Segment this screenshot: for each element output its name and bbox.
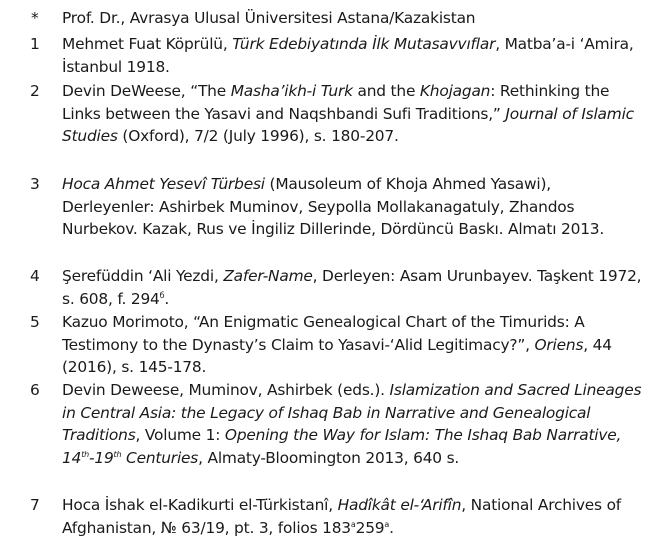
footnote-marker: * [31, 9, 39, 27]
superscript-text: б [159, 290, 165, 300]
italic-title: Islamization and Sacred Lineages in Central Asia: the Legacy of Ishaq Bab in Narrative and Genealogical Traditions [62, 381, 642, 444]
italic-title: Centuries [121, 448, 199, 467]
footnote-text [62, 494, 644, 539]
footnote-marker: 1 [30, 35, 40, 53]
italic-title: Masha’ikh-i Turk [230, 82, 353, 100]
italic-title: -19 [89, 448, 114, 467]
footnote-text [62, 265, 644, 310]
text-run: , Volume 1: [135, 426, 225, 444]
italic-title: Hadîkât el-‘Arifîn [337, 496, 462, 514]
text-run: . [389, 518, 394, 537]
text-run: Mehmet Fuat Köprülü, [62, 35, 233, 53]
italic-title: Journal of Islamic Studies [62, 104, 634, 145]
superscript-text: th [113, 449, 122, 459]
footnote-marker: 6 [30, 381, 40, 399]
text-run: Devin Deweese, Muminov, Ashirbek (eds.). [62, 381, 390, 399]
text-run: , National Archives of Afghanistan, № 63/19, pt. 3, folios 183 [62, 496, 622, 537]
footnote-6 [30, 379, 644, 469]
footnote-text [62, 173, 644, 241]
italic-title: Zafer-Name [223, 267, 313, 285]
text-run: . [164, 289, 170, 308]
footnote-3 [30, 173, 644, 241]
italic-title: Oriens [534, 335, 584, 354]
footnote-marker: 5 [30, 313, 40, 331]
footnote-marker: 3 [30, 175, 40, 193]
footnote-text [62, 7, 644, 30]
footnote-text [62, 33, 644, 78]
text-run: (Mausoleum of Khoja Ahmed Yasawi), Derleyenler: Ashirbek Muminov, Seypolla Mollakanagatuly, Zhandos Nurbekov. Kazak, Rus ve İngiliz Dillerinde, Dördüncü Baskı. Almatı 2013. [62, 175, 605, 238]
footnote-text [62, 379, 644, 469]
footnote-2 [30, 80, 644, 148]
text-run: and the [352, 82, 420, 100]
footnote-text [62, 80, 644, 148]
footnote-1 [30, 33, 644, 78]
text-run: 259 [355, 518, 385, 537]
italic-title: Türk Edebiyatında İlk Mutasavvıflar [232, 35, 496, 53]
text-run: : Rethinking the Links between the Yasavi and Naqshbandi Sufi Traditions,” [62, 82, 610, 123]
footnote-author [30, 7, 644, 30]
text-run: , Almaty-Bloomington 2013, 640 s. [198, 448, 460, 467]
text-run: Hoca İshak el-Kadikurti el-Türkistanî, [62, 496, 338, 514]
text-run: , Derleyen: Asam Urunbayev. Taşkent 1972, s. 608, f. 294 [62, 267, 642, 308]
text-run: Devin DeWeese, “The [62, 82, 231, 100]
text-run: (Oxford), 7/2 (July 1996), s. 180-207. [117, 127, 399, 145]
text-run: Kazuo Morimoto, “An Enigmatic Genealogical Chart of the Timurids: A Testimony to the Dynasty’s Claim to Yasavi-‘Alid Legitimacy?”, [62, 313, 585, 354]
footnote-marker: 7 [30, 496, 40, 514]
italic-title: Khojagan [419, 82, 491, 100]
footnote-7 [30, 494, 644, 539]
footnote-marker: 4 [30, 267, 40, 285]
superscript-text: a [384, 519, 390, 529]
text-run: , 44 (2016), s. 145-178. [62, 335, 612, 376]
footnote-marker: 2 [30, 82, 40, 100]
text-run: , Matba’a-i ‘Amira, İstanbul 1918. [62, 35, 634, 76]
text-run: Prof. Dr., Avrasya Ulusal Üniversitesi Astana/Kazakistan [62, 9, 476, 27]
superscript-text: th [81, 449, 89, 459]
italic-title: Opening the Way for Islam: The Ishaq Bab Narrative, 14 [62, 426, 622, 467]
italic-title: Hoca Ahmet Yesevî Türbesi [62, 175, 265, 193]
footnote-4 [30, 265, 644, 310]
footnote-text [62, 311, 644, 379]
superscript-text: a [350, 519, 356, 529]
text-run: Şerefüddin ‘Ali Yezdi, [62, 267, 224, 285]
footnote-5 [30, 311, 644, 379]
